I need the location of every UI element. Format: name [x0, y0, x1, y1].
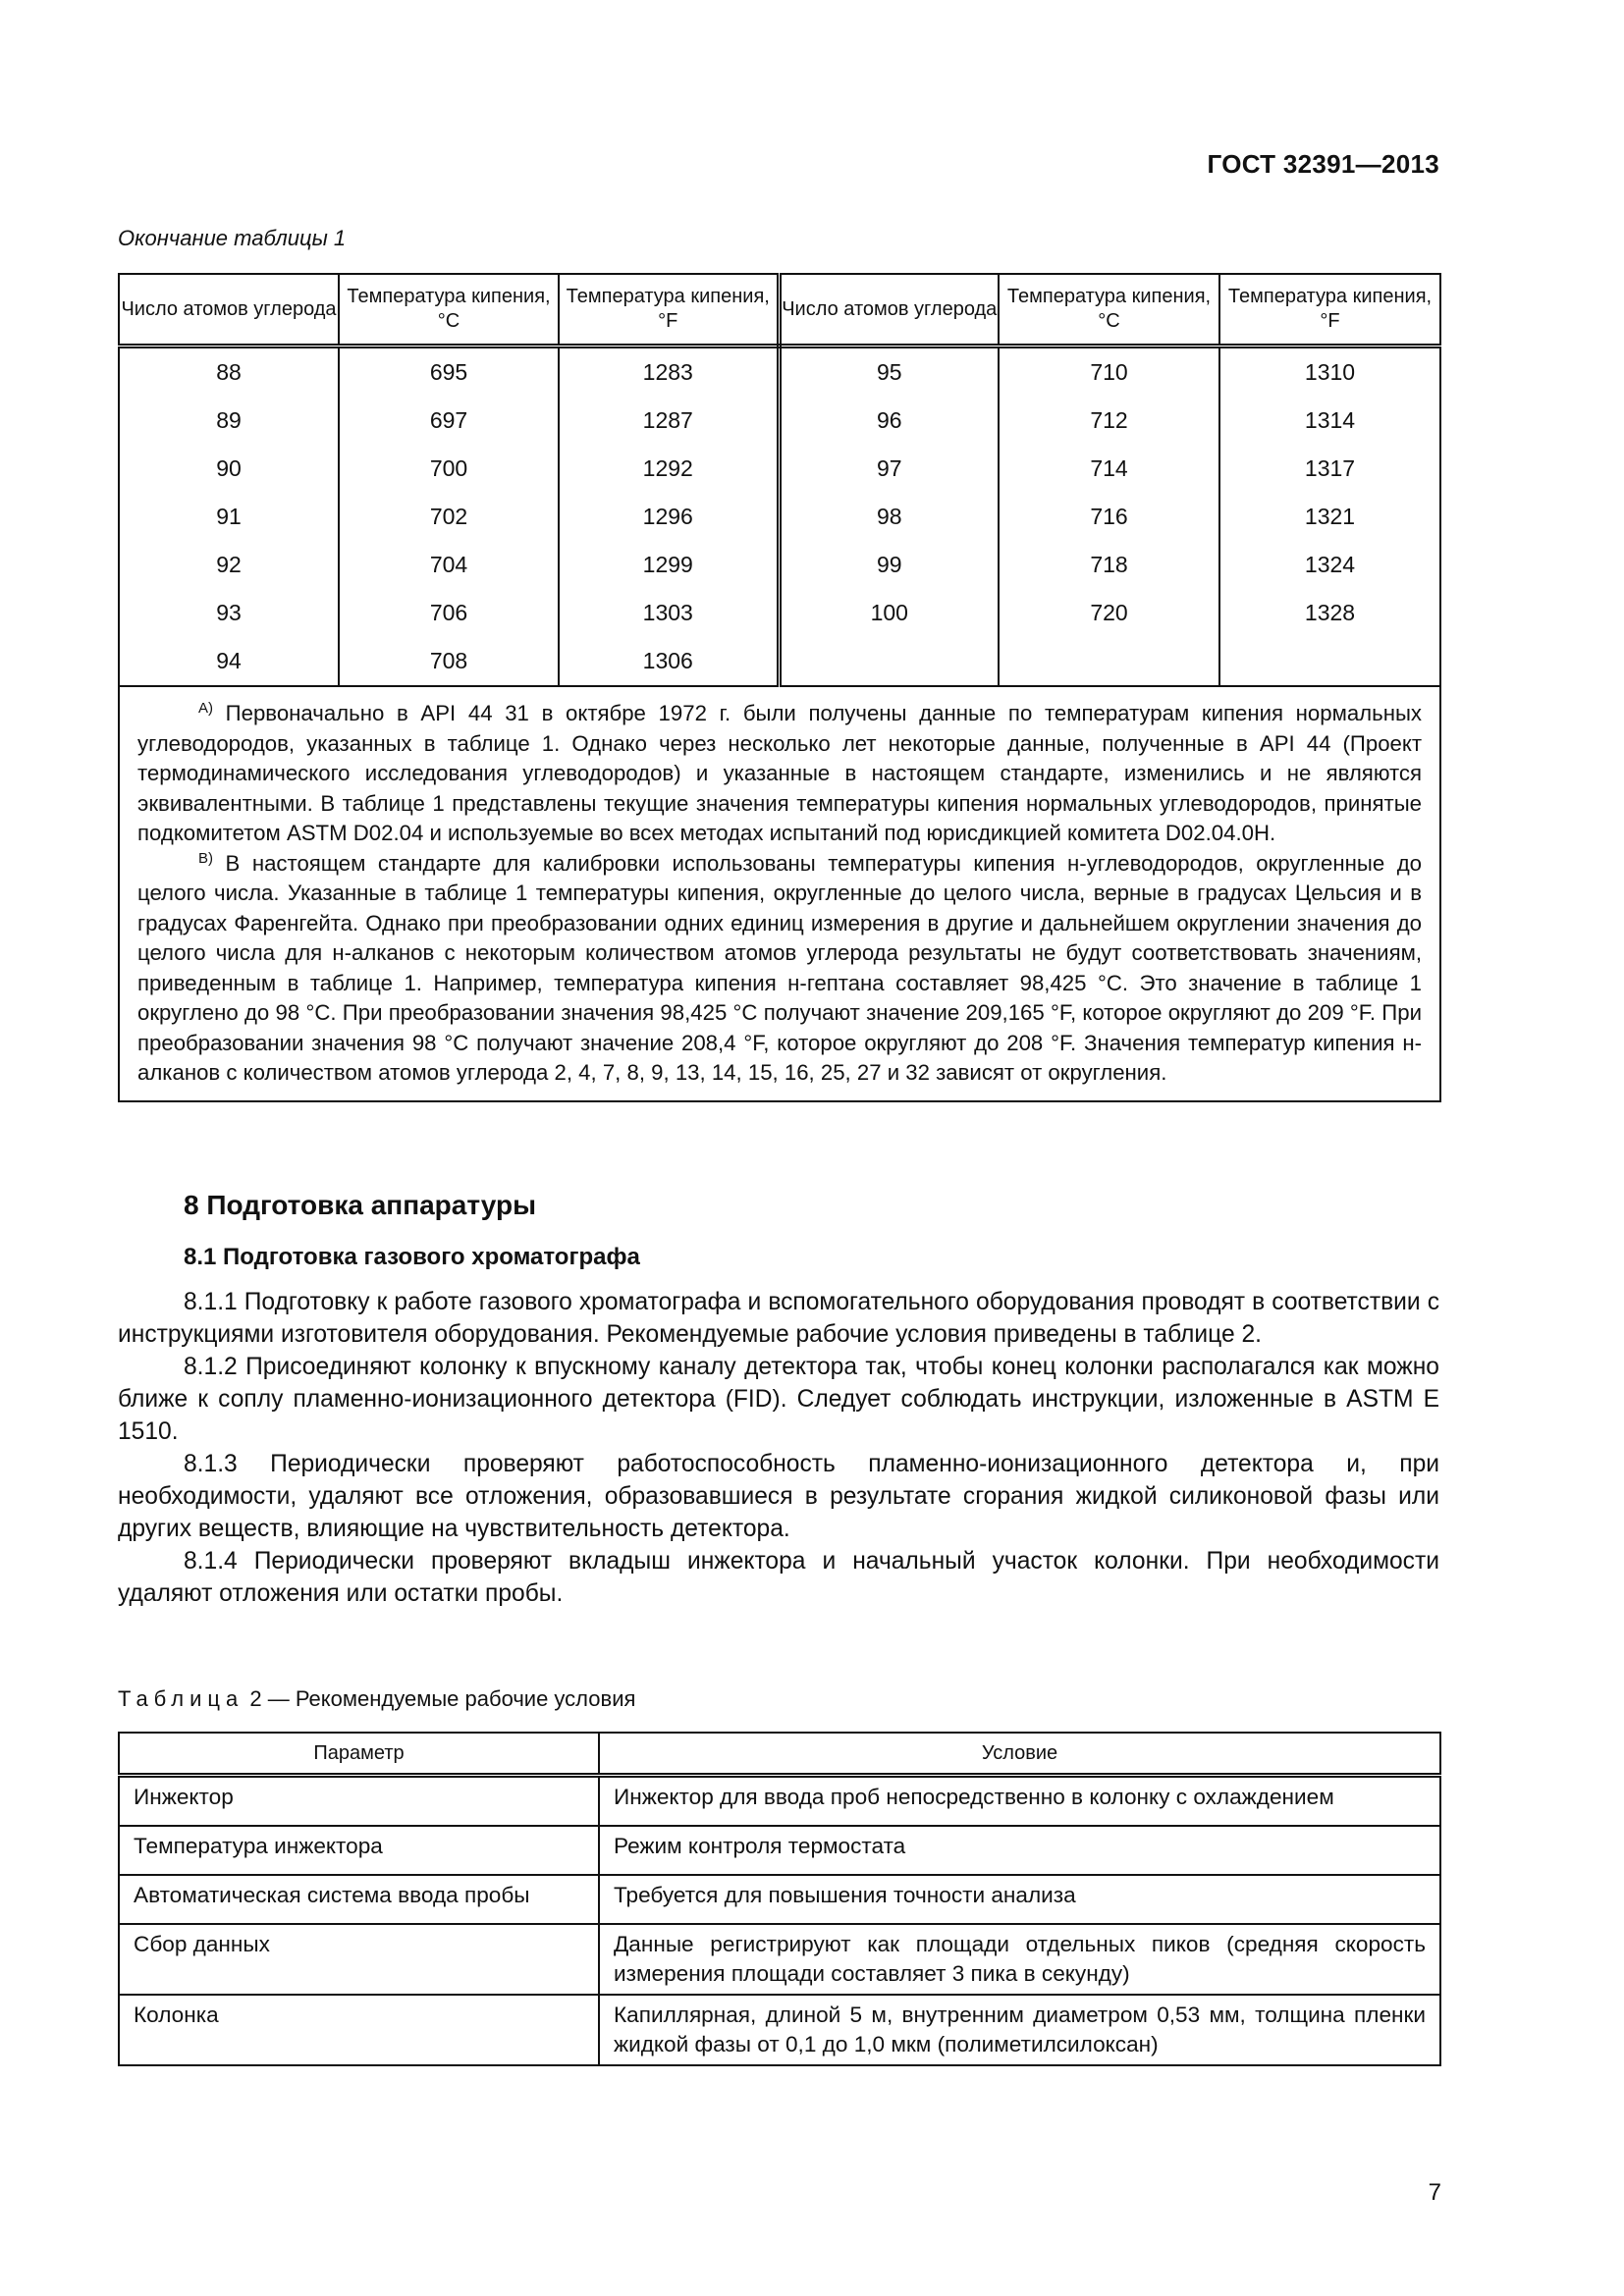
- table1-cell: 700: [339, 445, 559, 493]
- document-code: ГОСТ 32391—2013: [1207, 149, 1439, 179]
- table2-condition-cell: Данные регистрируют как площади отдельных пиков (средняя скорость измерения площади составляет 3 пика в секунду): [599, 1924, 1440, 1995]
- table1-cell: 90: [119, 445, 339, 493]
- section-8-1-heading: 8.1 Подготовка газового хроматографа: [184, 1244, 640, 1270]
- table2-condition-cell: Режим контроля термостата: [599, 1826, 1440, 1875]
- table1-cell: 99: [779, 541, 999, 589]
- table1-cell: 1328: [1219, 589, 1440, 637]
- table1-header-cell: Число атомов углерода: [779, 274, 999, 347]
- table2-operating-conditions: [118, 1732, 1441, 2066]
- table1-footnotes-row: [119, 686, 1440, 1101]
- table-row: [119, 589, 1440, 637]
- page-number: 7: [1428, 2179, 1441, 2206]
- table-row: [119, 347, 1440, 398]
- table1-cell: 1303: [559, 589, 779, 637]
- table1-cell: 704: [339, 541, 559, 589]
- table2-condition-cell: Инжектор для ввода проб непосредственно в колонку с охлаждением: [599, 1776, 1440, 1827]
- footnote-a: [137, 699, 1422, 849]
- table2-caption: [118, 1686, 635, 1712]
- table1-cell: 1292: [559, 445, 779, 493]
- table1-header-cell: Число атомов углерода: [119, 274, 339, 347]
- table2-condition-cell: Капиллярная, длиной 5 м, внутренним диаметром 0,53 мм, толщина пленки жидкой фазы от 0,1 до 1,0 мкм (полиметилсилоксан): [599, 1995, 1440, 2065]
- table1-header-cell: Температура кипения, °F: [1219, 274, 1440, 347]
- table1-cell: 720: [999, 589, 1219, 637]
- table1-cell: 100: [779, 589, 999, 637]
- table1-cell: [779, 637, 999, 686]
- table1-cell: 697: [339, 397, 559, 445]
- table1-header-cell: Температура кипения, °С: [339, 274, 559, 347]
- table1-cell: 708: [339, 637, 559, 686]
- table1-cell: 98: [779, 493, 999, 541]
- table1-cell: 1324: [1219, 541, 1440, 589]
- footnote-text: В настоящем стандарте для калибровки использованы температуры кипения н-углеводородов, округленные до целого числа. Указанные в таблице 1 температуры кипения, округленные до целого числа, верные в градусах Цельсия и в градусах Фаренгейта. Однако при преобразовании одних единиц измерения в другие и дальнейшем округлении значения до целого числа для н-алканов с некоторым количеством атомов углерода результаты не будут соответствовать значениям, приведенным в таблице 1. Например, температура кипения н-гептана составляет 98,425 °С. Это значение в таблице 1 округлено до 98 °С. При преобразовании значения 98,425 °С получают значение 209,165 °F, которое округляют до 209 °F. При преобразовании значения 98 °С получают значение 208,4 °F, которое округляют до 208 °F. Значения температур кипения н-алканов с количеством атомов углерода 2, 4, 7, 8, 9, 13, 14, 15, 16, 25, 27 и 32 зависят от округления.: [137, 850, 1422, 1085]
- table-row: [119, 493, 1440, 541]
- table1-cell: 91: [119, 493, 339, 541]
- table1-cell: 88: [119, 347, 339, 398]
- table1-cell: 714: [999, 445, 1219, 493]
- table1-cell: 94: [119, 637, 339, 686]
- table1-header-cell: Температура кипения, °С: [999, 274, 1219, 347]
- table1-cell: 97: [779, 445, 999, 493]
- table1-cell: 93: [119, 589, 339, 637]
- table1-cell: 1296: [559, 493, 779, 541]
- section-8-heading: 8 Подготовка аппаратуры: [184, 1190, 536, 1220]
- table2-condition-cell: Требуется для повышения точности анализа: [599, 1875, 1440, 1924]
- table2-param-cell: Автоматическая система ввода пробы: [119, 1875, 599, 1924]
- table1-cell: 95: [779, 347, 999, 398]
- paragraph-8-1-3: 8.1.3 Периодически проверяют работоспособность пламенно-ионизационного детектора и, при необходимости, удаляют все отложения, образовавшиеся в результате сгорания жидкой силиконовой фазы или других веществ, влияющие на чувствительность детектора.: [118, 1451, 1439, 1542]
- table1-cell: 706: [339, 589, 559, 637]
- table2-caption-text: 2 — Рекомендуемые рабочие условия: [244, 1686, 636, 1711]
- table-row: [119, 1826, 1440, 1875]
- footnote-mark: A): [198, 700, 213, 717]
- table1-cell: 710: [999, 347, 1219, 398]
- table1-cell: 716: [999, 493, 1219, 541]
- table1-footnotes: [119, 686, 1440, 1101]
- table1-cell: 1299: [559, 541, 779, 589]
- table1-cell: 718: [999, 541, 1219, 589]
- table-row: [119, 1924, 1440, 1995]
- table-row: [119, 397, 1440, 445]
- table-row: [119, 1776, 1440, 1827]
- table2-param-cell: Сбор данных: [119, 1924, 599, 1995]
- table1-cell: 1317: [1219, 445, 1440, 493]
- table1-cell: [1219, 637, 1440, 686]
- table2-param-cell: Колонка: [119, 1995, 599, 2065]
- table1-cell: 96: [779, 397, 999, 445]
- table1-cell: 1321: [1219, 493, 1440, 541]
- table1-cell: 1314: [1219, 397, 1440, 445]
- table-row: [119, 1995, 1440, 2065]
- table-row: [119, 445, 1440, 493]
- table2-header-row: [119, 1733, 1440, 1776]
- paragraph-8-1-4: 8.1.4 Периодически проверяют вкладыш инжектора и начальный участок колонки. При необходимости удаляют отложения или остатки пробы.: [118, 1548, 1439, 1607]
- table2-param-cell: Инжектор: [119, 1776, 599, 1827]
- table-row: [119, 541, 1440, 589]
- section-8-1-body: [118, 1286, 1439, 1610]
- table1-header-row: [119, 274, 1440, 347]
- table-row: [119, 637, 1440, 686]
- table1-cell: 92: [119, 541, 339, 589]
- table2-header-cell: Условие: [599, 1733, 1440, 1776]
- table1-boiling-points: [118, 273, 1441, 1102]
- table1-cell: 1287: [559, 397, 779, 445]
- table1-cell: [999, 637, 1219, 686]
- table1-header-cell: Температура кипения, °F: [559, 274, 779, 347]
- table2-header-cell: Параметр: [119, 1733, 599, 1776]
- paragraph-8-1-2: 8.1.2 Присоединяют колонку к впускному каналу детектора так, чтобы конец колонки располагался как можно ближе к соплу пламенно-ионизационного детектора (FID). Следует соблюдать инструкции, изложенные в ASTM E 1510.: [118, 1354, 1439, 1445]
- table1-cell: 1310: [1219, 347, 1440, 398]
- table1-cell: 1283: [559, 347, 779, 398]
- table1-cell: 695: [339, 347, 559, 398]
- table1-cell: 702: [339, 493, 559, 541]
- table1-cell: 1306: [559, 637, 779, 686]
- table1-caption: Окончание таблицы 1: [118, 226, 347, 250]
- table2-param-cell: Температура инжектора: [119, 1826, 599, 1875]
- table2-caption-label: Таблица: [118, 1686, 244, 1711]
- footnote-text: Первоначально в API 44 31 в октябре 1972 г. были получены данные по температурам кипения нормальных углеводородов, указанных в таблице 1. Однако через несколько лет некоторые данные, полученные в API 44 (Проект термодинамического исследования углеводородов) и указанные в настоящем стандарте, изменились и не являются эквивалентными. В таблице 1 представлены текущие значения температуры кипения нормальных углеводородов, принятые подкомитетом ASTM D02.04 и используемые во всех методах испытаний под юрисдикцией комитета D02.04.0H.: [137, 701, 1422, 845]
- footnote-mark: B): [198, 849, 213, 867]
- table-row: [119, 1875, 1440, 1924]
- table1-cell: 89: [119, 397, 339, 445]
- table1-cell: 712: [999, 397, 1219, 445]
- paragraph-8-1-1: 8.1.1 Подготовку к работе газового хроматографа и вспомогательного оборудования проводят в соответствии с инструкциями изготовителя оборудования. Рекомендуемые рабочие условия приведены в таблице 2.: [118, 1289, 1439, 1348]
- footnote-b: [137, 849, 1422, 1089]
